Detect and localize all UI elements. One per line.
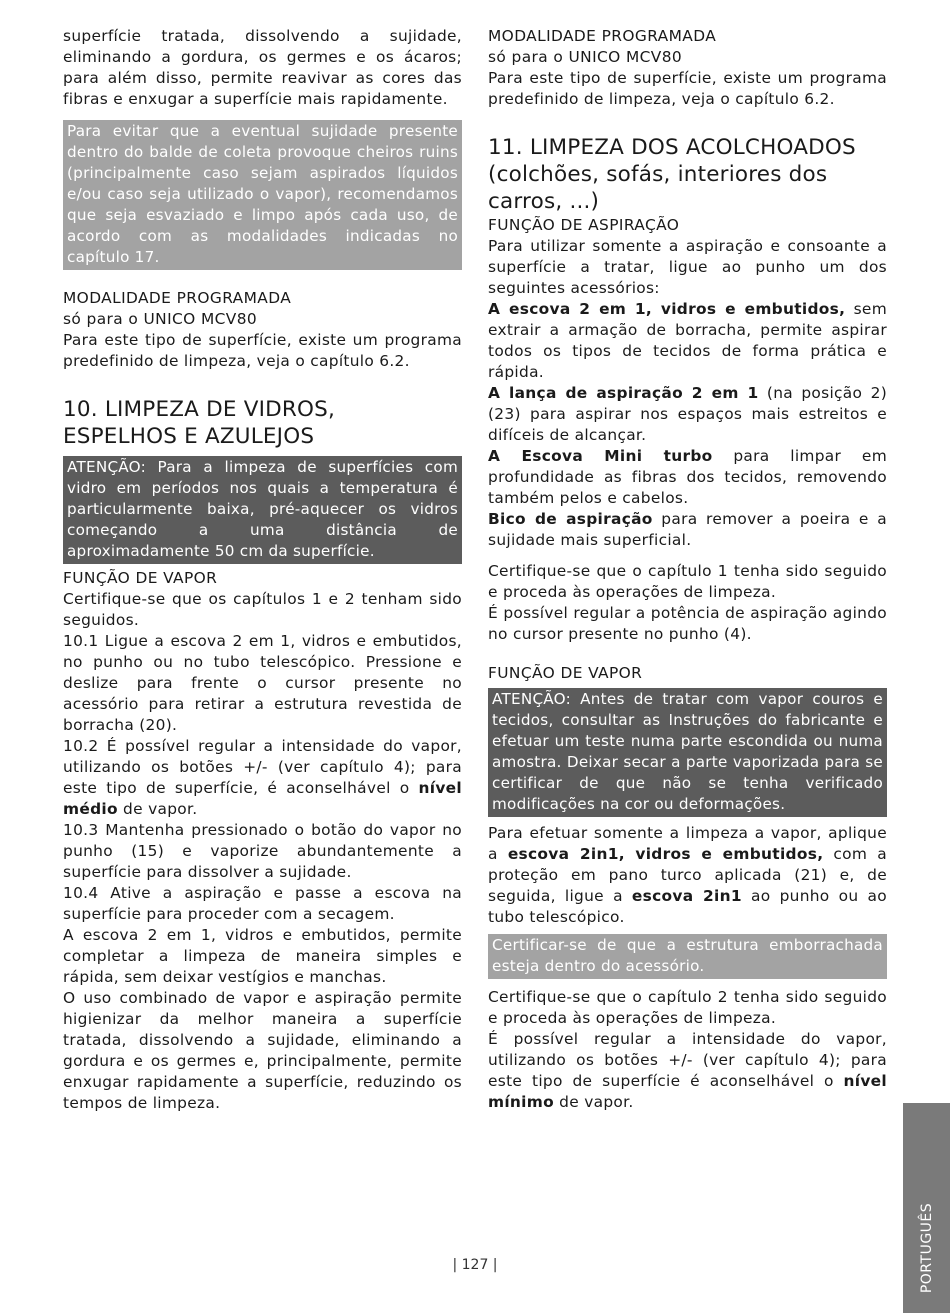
section-11-title-line3: carros, ...): [488, 189, 600, 214]
glass-warning: ATENÇÃO: Para a limpeza de superfícies com vidro em períodos nos quais a temperatura é particularmente baixa, pré-aquecer os vidros começando a uma distância de aproximadamente 50 cm da superfície.: [63, 456, 462, 564]
programmed-mode-text-right: Para este tipo de superfície, existe um programa predefinido de limpeza, veja o capítulo 6.2.: [488, 69, 887, 108]
medium-level: nível médio: [63, 779, 462, 818]
bucket-note: Para evitar que a eventual sujidade presente dentro do balde de coleta provoque cheiros ruins (principalmente caso sejam aspirados líquidos e/ou caso seja utilizado o vapor), recomendamos que seja esvaziado e limpo após cada uso, de acordo com as modalidades indicadas no capítulo 17.: [63, 120, 462, 270]
aspiration-function-title: FUNÇÃO DE ASPIRAÇÃO: [488, 216, 680, 234]
section-11-title-line1: 11. LIMPEZA DOS ACOLCHOADOS: [488, 135, 856, 160]
fabric-warning: ATENÇÃO: Antes de tratar com vapor couros e tecidos, consultar as Instruções do fabricante e efetuar um teste numa parte escondida ou numa amostra. Deixar secar a parte vaporizada para se certificar de que não se tenha verificado modificações na cor ou deformações.: [488, 688, 887, 817]
intensity-paragraph: É possível regular a intensidade do vapor, utilizando os botões +/- (ver capítulo 4); para este tipo de superfície é aconselhável o nível mínimo de vapor.: [488, 1030, 887, 1111]
programmed-mode-subtitle-right: só para o UNICO MCV80: [488, 48, 683, 66]
programmed-mode-text: Para este tipo de superfície, existe um programa predefinido de limpeza, veja o capítulo 6.2.: [63, 331, 462, 370]
aspiration-paragraph: Para utilizar somente a aspiração e consoante a superfície a tratar, ligue ao punho um dos seguintes acessórios:: [488, 237, 887, 297]
step-10-3: 10.3 Mantenha pressionado o botão do vapor no punho (15) e vaporize abundantemente a superfície para dissolver a sujidade.: [63, 821, 462, 881]
right-column: [488, 26, 887, 1113]
minimum-level: nível mínimo: [488, 1072, 887, 1111]
chapter-1-paragraph: Certifique-se que o capítulo 1 tenha sido seguido e proceda às operações de limpeza.: [488, 562, 887, 601]
language-tab: [903, 1103, 950, 1313]
steam-function-title-right: FUNÇÃO DE VAPOR: [488, 664, 643, 682]
step-10-2: 10.2 É possível regular a intensidade do vapor, utilizando os botões +/- (ver capítulo 4); para este tipo de superfície, é aconselhável o nível médio de vapor.: [63, 737, 462, 818]
section-10-title-line1: 10. LIMPEZA DE VIDROS,: [63, 397, 336, 422]
power-paragraph: É possível regular a potência de aspiração agindo no cursor presente no punho (4).: [488, 604, 887, 643]
steam-only-paragraph: Para efetuar somente a limpeza a vapor, aplique a escova 2in1, vidros e embutidos, com a proteção em pano turco aplicada (21) e, de seguida, ligue a escova 2in1 ao punho ou ao tubo telescópico.: [488, 824, 887, 926]
programmed-mode-title-right: MODALIDADE PROGRAMADA: [488, 27, 717, 45]
rubber-note: Certificar-se de que a estrutura emborrachada esteja dentro do acessório.: [488, 934, 887, 979]
combined-use-paragraph: O uso combinado de vapor e aspiração permite higienizar da melhor maneira a superfície tratada, dissolvendo a sujidade, eliminando a gordura e os germes e, principalmente, permite enxugar rapidamente a superfície, reduzindo os tempos de limpeza.: [63, 989, 462, 1112]
accessory-mini-turbo: A Escova Mini turbo para limpar em profundidade as fibras dos tecidos, removendo também pelos e cabelos.: [488, 447, 887, 507]
step-10-1: 10.1 Ligue a escova 2 em 1, vidros e embutidos, no punho ou no tubo telescópico. Pressione e deslize para frente o cursor presente no acessório para retirar a estrutura revestida de borracha (20).: [63, 632, 462, 734]
page-number: | 127 |: [452, 1257, 498, 1273]
brush-paragraph: A escova 2 em 1, vidros e embutidos, permite completar a limpeza de maneira simples e rápida, sem deixar vestígios e manchas.: [63, 926, 462, 986]
programmed-mode-subtitle: só para o UNICO MCV80: [63, 310, 258, 328]
programmed-mode-title: MODALIDADE PROGRAMADA: [63, 289, 292, 307]
left-column: [63, 26, 462, 1114]
language-tab-label: PORTUGUÊS: [918, 1202, 935, 1294]
section-10-title-line2: ESPELHOS E AZULEJOS: [63, 424, 315, 449]
accessory-brush: A escova 2 em 1, vidros e embutidos, sem extrair a armação de borracha, permite aspirar todos os tipos de tecidos de forma prática e rápida.: [488, 300, 887, 381]
section-11-title-line2: (colchões, sofás, interiores dos: [488, 162, 828, 187]
chapter-2-paragraph: Certifique-se que o capítulo 2 tenha sido seguido e proceda às operações de limpeza.: [488, 988, 887, 1027]
step-10-4: 10.4 Ative a aspiração e passe a escova na superfície para proceder com a secagem.: [63, 884, 462, 923]
chapters-paragraph: Certifique-se que os capítulos 1 e 2 tenham sido seguidos.: [63, 590, 462, 629]
accessory-lance: A lança de aspiração 2 em 1 (na posição 2) (23) para aspirar nos espaços mais estreitos e difíceis de alcançar.: [488, 384, 887, 444]
intro-paragraph: superfície tratada, dissolvendo a sujidade, eliminando a gordura, os germes e os ácaros; para além disso, permite reavivar as cores das fibras e enxugar a superfície mais rapidamente.: [63, 27, 462, 108]
steam-function-title: FUNÇÃO DE VAPOR: [63, 569, 218, 587]
accessory-nozzle: Bico de aspiração para remover a poeira e a sujidade mais superficial.: [488, 510, 888, 549]
